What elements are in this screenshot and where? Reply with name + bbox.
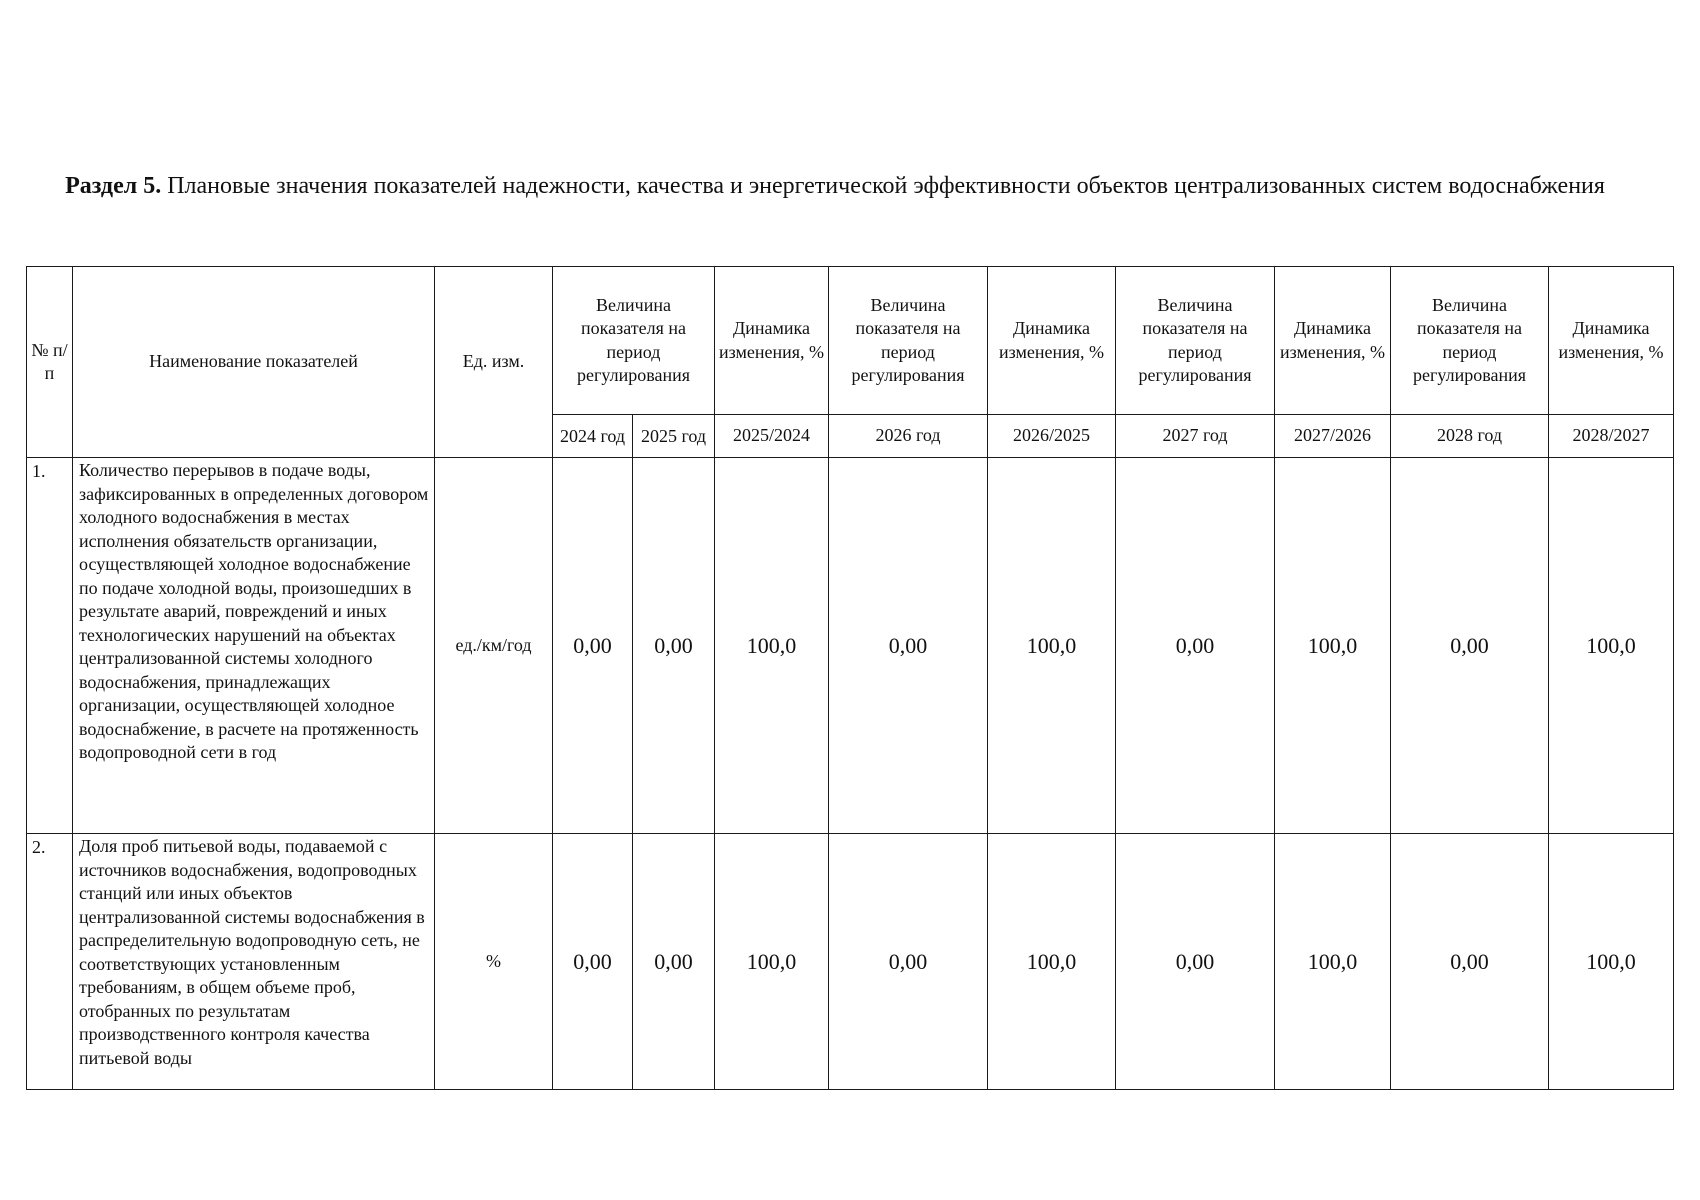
unit-cell: % bbox=[435, 834, 553, 1090]
value-cell: 100,0 bbox=[715, 458, 829, 834]
subheader-cell: 2025 год bbox=[633, 415, 715, 458]
value-cell: 0,00 bbox=[1116, 834, 1275, 1090]
value-cell: 0,00 bbox=[1391, 458, 1549, 834]
unit-cell: ед./км/год bbox=[435, 458, 553, 834]
header-unit: Ед. изм. bbox=[435, 267, 553, 458]
indicator-name: Количество перерывов в подаче воды, зафиксированных в определенных договором холодного водоснабжения в местах исполнения обязательств организации, осуществляющей холодное водоснабжение по подаче холодной воды, произошедших в результате аварий, повреждений и иных технологических нарушений на объектах централизованной системы холодного водоснабжения, принадлежащих организации, осуществляющей холодное водоснабжение, в расчете на протяженность водопроводной сети в год bbox=[73, 458, 435, 834]
table-header-row bbox=[27, 267, 1674, 415]
subheader-cell: 2027/2026 bbox=[1275, 415, 1391, 458]
value-cell: 0,00 bbox=[829, 834, 988, 1090]
section-title-text: Плановые значения показателей надежности, качества и энергетической эффективности объектов централизованных систем водоснабжения bbox=[167, 173, 1605, 199]
value-cell: 100,0 bbox=[715, 834, 829, 1090]
value-cell: 100,0 bbox=[988, 458, 1116, 834]
section-number: Раздел 5. bbox=[65, 173, 162, 199]
value-cell: 0,00 bbox=[553, 458, 633, 834]
header-dynamics: Динамика изменения, % bbox=[715, 267, 829, 415]
header-dynamics: Динамика изменения, % bbox=[988, 267, 1116, 415]
subheader-cell: 2027 год bbox=[1116, 415, 1275, 458]
subheader-cell: 2024 год bbox=[553, 415, 633, 458]
indicator-name: Доля проб питьевой воды, подаваемой с источников водоснабжения, водопроводных станций или иных объектов централизованной системы водоснабжения в распределительную водопроводную сеть, не соответствующих установленным требованиям, в общем объеме проб, отобранных по результатам производственного контроля качества питьевой воды bbox=[73, 834, 435, 1090]
row-number: 2. bbox=[27, 834, 73, 1090]
table-row bbox=[27, 458, 1674, 834]
header-dynamics: Динамика изменения, % bbox=[1549, 267, 1674, 415]
value-cell: 100,0 bbox=[1549, 458, 1674, 834]
header-value-period: Величина показателя на период регулирования bbox=[829, 267, 988, 415]
subheader-cell: 2025/2024 bbox=[715, 415, 829, 458]
subheader-cell: 2028/2027 bbox=[1549, 415, 1674, 458]
value-cell: 100,0 bbox=[1549, 834, 1674, 1090]
indicators-table bbox=[26, 266, 1674, 1090]
header-value-period: Величина показателя на период регулирования bbox=[1116, 267, 1275, 415]
value-cell: 100,0 bbox=[1275, 458, 1391, 834]
row-number: 1. bbox=[27, 458, 73, 834]
value-cell: 0,00 bbox=[553, 834, 633, 1090]
header-dynamics: Динамика изменения, % bbox=[1275, 267, 1391, 415]
value-cell: 0,00 bbox=[633, 834, 715, 1090]
value-cell: 100,0 bbox=[1275, 834, 1391, 1090]
value-cell: 100,0 bbox=[988, 834, 1116, 1090]
value-cell: 0,00 bbox=[1116, 458, 1275, 834]
header-num: № п/п bbox=[27, 267, 73, 458]
subheader-cell: 2026 год bbox=[829, 415, 988, 458]
section-title bbox=[60, 170, 1610, 202]
value-cell: 0,00 bbox=[1391, 834, 1549, 1090]
subheader-cell: 2028 год bbox=[1391, 415, 1549, 458]
header-value-period: Величина показателя на период регулирования bbox=[553, 267, 715, 415]
value-cell: 0,00 bbox=[633, 458, 715, 834]
table-row bbox=[27, 834, 1674, 1090]
header-value-period: Величина показателя на период регулирования bbox=[1391, 267, 1549, 415]
header-name: Наименование показателей bbox=[73, 267, 435, 458]
value-cell: 0,00 bbox=[829, 458, 988, 834]
subheader-cell: 2026/2025 bbox=[988, 415, 1116, 458]
